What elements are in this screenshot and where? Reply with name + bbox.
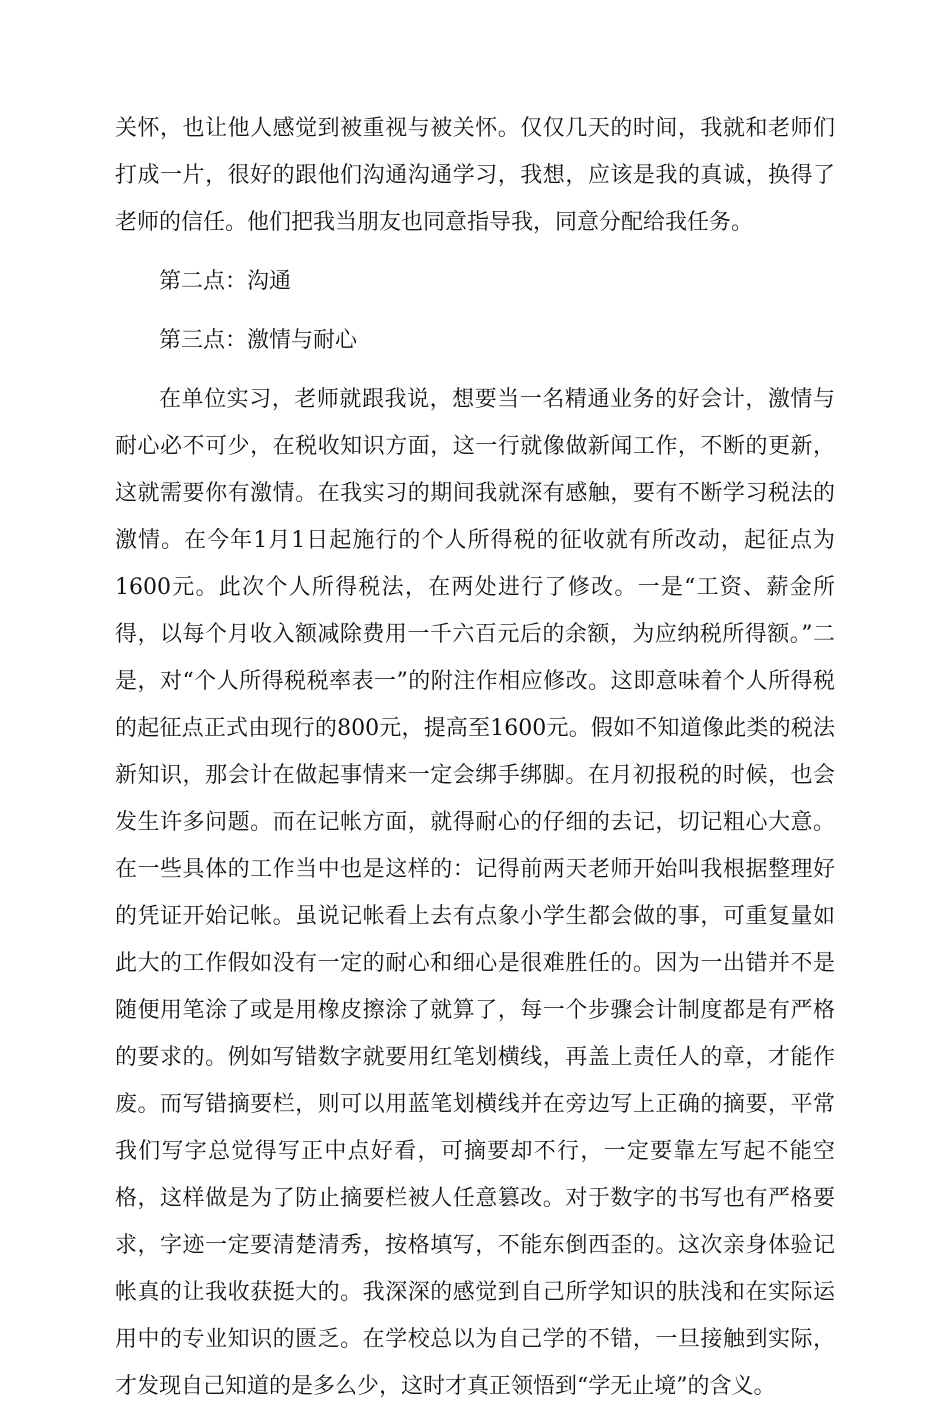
section-heading-passion-patience: 第三点：激情与耐心 [159,328,358,353]
section-heading-communication: 第二点：沟通 [159,269,292,294]
document-page [115,105,835,1422]
paragraph-continuation: 关怀，也让他人感觉到被重视与被关怀。仅仅几天的时间，我就和老师们打成一片，很好的跟他们沟通沟通学习，我想，应该是我的真诚，换得了老师的信任。他们把我当朋友也同意指导我，同意分配给我任务。 [115,116,835,235]
paragraph-body: 在单位实习，老师就跟我说，想要当一名精通业务的好会计，激情与耐心必不可少，在税收知识方面，这一行就像做新闻工作，不断的更新，这就需要你有激情。在我实习的期间我就深有感触，要有不断学习税法的激情。在今年1月1日起施行的个人所得税的征收就有所改动，起征点为1600元。此次个人所得税法，在两处进行了修改。一是“工资、薪金所得，以每个月收入额减除费用一千六百元后的余额，为应纳税所得额。”二是，对“个人所得税税率表一”的附注作相应修改。这即意味着个人所得税的起征点正式由现行的800元，提高至1600元。假如不知道像此类的税法新知识，那会计在做起事情来一定会绑手绑脚。在月初报税的时候，也会发生许多问题。而在记帐方面，就得耐心的仔细的去记，切记粗心大意。在一些具体的工作当中也是这样的：记得前两天老师开始叫我根据整理好的凭证开始记帐。虽说记帐看上去有点象小学生都会做的事，可重复量如此大的工作假如没有一定的耐心和细心是很难胜任的。因为一出错并不是随便用笔涂了或是用橡皮擦涂了就算了，每一个步骤会计制度都是有严格的要求的。例如写错数字就要用红笔划横线，再盖上责任人的章，才能作废。而写错摘要栏，则可以用蓝笔划横线并在旁边写上正确的摘要，平常我们写字总觉得写正中点好看，可摘要却不行，一定要靠左写起不能空格，这样做是为了防止摘要栏被人任意篡改。对于数字的书写也有严格要求，字迹一定要清楚清秀，按格填写，不能东倒西歪的。这次亲身体验记帐真的让我收获挺大的。我深深的感觉到自己所学知识的肤浅和在实际运用中的专业知识的匮乏。在学校总以为自己学的不错，一旦接触到实际，才发现自己知道的是多么少，这时才真正领悟到“学无止境”的含义。 [115,387,835,1399]
